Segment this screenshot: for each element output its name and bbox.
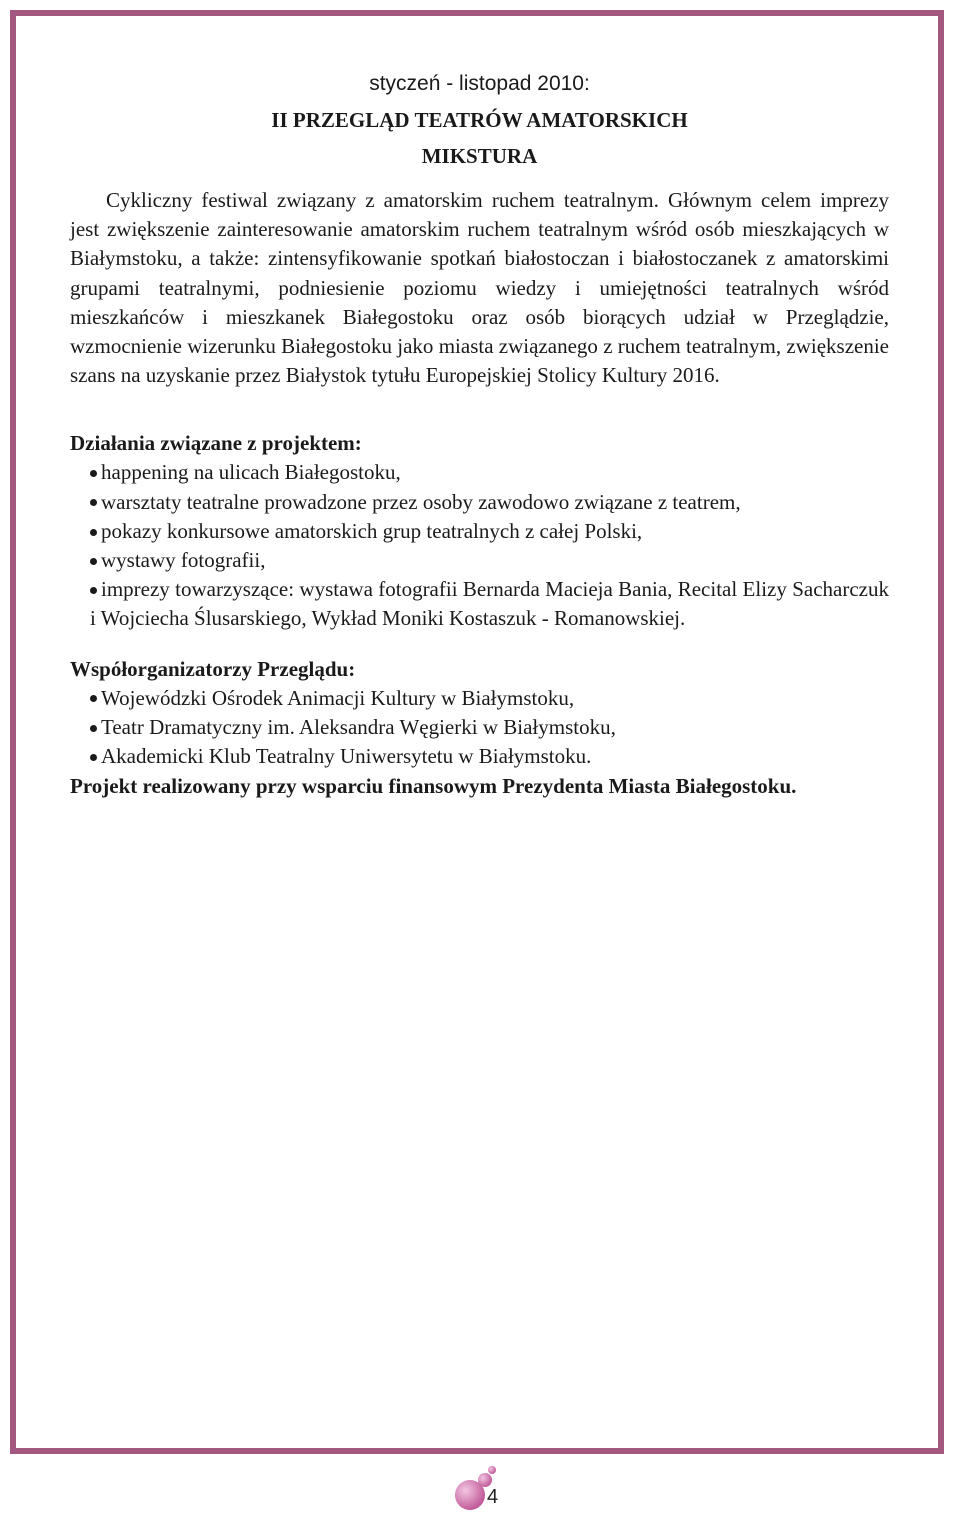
list-item: Wojewódzki Ośrodek Animacji Kultury w Białymstoku,: [90, 684, 889, 713]
event-title: II PRZEGLĄD TEATRÓW AMATORSKICH: [271, 108, 688, 132]
funding-note: Projekt realizowany przy wsparciu finansowym Prezydenta Miasta Białegostoku.: [70, 774, 797, 799]
intro-paragraph: Cykliczny festiwal związany z amatorskim ruchem teatralnym. Głównym celem imprezy jest zwiększenie zainteresowanie amatorskim ruchem teatralnym wśród osób mieszkających w Białymstoku, a także: zintensyfikowanie spotkań białostoczan i białostoczanek z amatorskimi grupami teatralnymi, podniesienie poziomu wiedzy i umiejętności teatralnych wśród mieszkańców i mieszkanek Białegostoku oraz osób biorących udział w Przeglądzie, wzmocnienie wizerunku Białegostoku jako miasta związanego z ruchem teatralnym, zwiększenie szans na uzyskanie przez Białystok tytułu Europejskiej Stolicy Kultury 2016.: [70, 188, 889, 388]
list-item: pokazy konkursowe amatorskich grup teatralnych z całej Polski,: [90, 517, 889, 546]
pink-bubbles-logo-icon: [448, 1464, 508, 1514]
bullet-icon: [90, 695, 97, 702]
list-item: imprezy towarzyszące: wystawa fotografii Bernarda Macieja Bania, Recital Elizy Sacharczuk i Wojciecha Ślusarskiego, Wykład Moniki Kostaszuk - Romanowskiej.: [90, 577, 889, 631]
bullet-icon: [90, 754, 97, 761]
document-body: [70, 66, 889, 801]
bullet-icon: [90, 725, 97, 732]
list-item: Teatr Dramatyczny im. Aleksandra Węgierki w Białymstoku,: [90, 713, 889, 742]
activities-heading: Działania związane z projektem:: [70, 431, 362, 456]
list-item: happening na ulicach Białegostoku,: [90, 458, 889, 487]
coorganizers-heading: Współorganizatorzy Przeglądu:: [70, 656, 356, 681]
page-number: 4: [487, 1486, 499, 1508]
bullet-icon: [90, 499, 97, 506]
coorganizers-list: [70, 684, 889, 772]
bullet-icon: [90, 587, 97, 594]
bullet-icon: [90, 470, 97, 477]
list-item: Akademicki Klub Teatralny Uniwersytetu w Białymstoku.: [90, 742, 889, 771]
date-range: styczeń - listopad 2010:: [369, 72, 590, 95]
list-item: wystawy fotografii,: [90, 546, 889, 575]
bullet-icon: [90, 558, 97, 565]
activities-list: [70, 458, 889, 633]
list-item: warsztaty teatralne prowadzone przez osoby zawodowo związane z teatrem,: [90, 488, 889, 517]
bullet-icon: [90, 529, 97, 536]
event-subtitle: MIKSTURA: [421, 144, 538, 168]
